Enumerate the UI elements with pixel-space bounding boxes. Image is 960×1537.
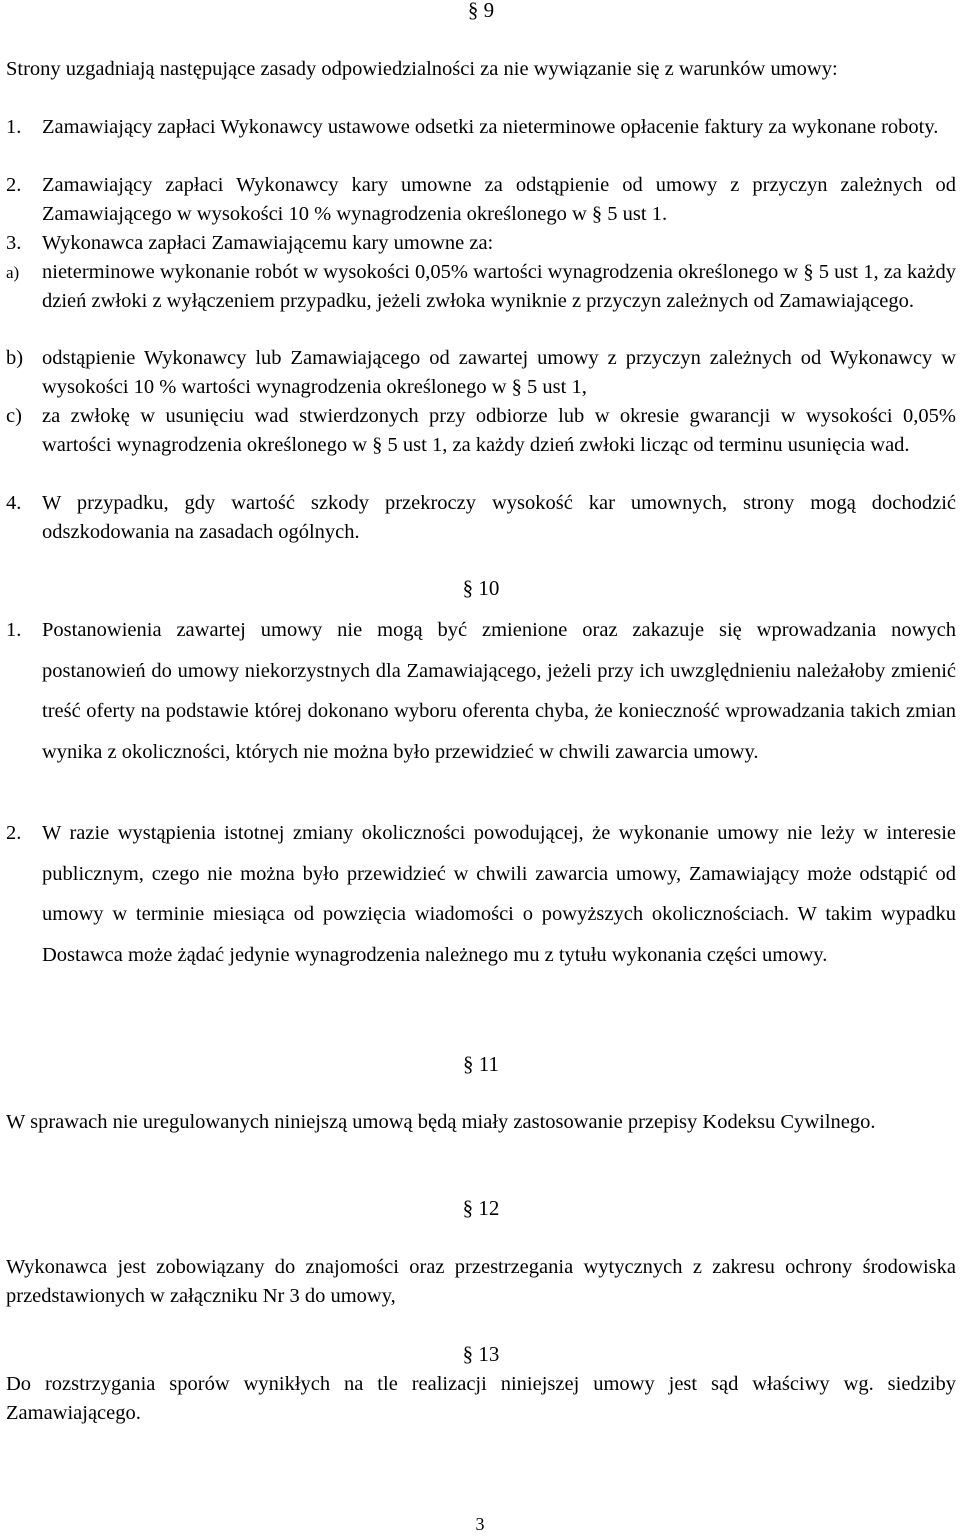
section-9-intro: Strony uzgadniają następujące zasady odpowiedzialności za nie wywiązanie się z warunków umowy: (6, 58, 838, 80)
item-number: 2. (6, 174, 22, 196)
section-13-heading: § 13 (462, 1342, 500, 1366)
item-text: Postanowienia zawartej umowy nie mogą być zmienione oraz zakazuje się wprowadzania nowych postanowień do umowy niekorzystnych dla Zamawiającego, jeżeli przy ich uwzględnieniu należałoby zmienić treść oferty na podstawie której dokonano wyboru oferenta chyba, że konieczność wprowadzania takich zmian wynika z okoliczności, których nie można było przewidzieć w chwili zawarcia umowy. (42, 619, 956, 763)
item-number: 2. (6, 822, 22, 844)
section-11-text: W sprawach nie uregulowanych niniejszą umową będą miały zastosowanie przepisy Kodeksu Cywilnego. (6, 1111, 876, 1133)
item-letter: b) (6, 347, 24, 369)
section-10-item-1 (6, 610, 956, 772)
item-number: 1. (6, 619, 22, 641)
section-9-subitem-b (6, 344, 956, 402)
section-11-heading: § 11 (463, 1052, 499, 1076)
item-text: odstąpienie Wykonawcy lub Zamawiającego od zawartej umowy z przyczyn zależnych od Wykonawcy w wysokości 10 % wartości wynagrodzenia określonego w § 5 ust 1, (42, 347, 956, 398)
section-13-text: Do rozstrzygania sporów wynikłych na tle realizacji niniejszej umowy jest sąd właściwy wg. siedziby Zamawiającego. (6, 1373, 956, 1424)
item-letter: a) (6, 263, 20, 282)
section-9-subitem-c (6, 402, 956, 460)
item-text: nieterminowe wykonanie robót w wysokości 0,05% wartości wynagrodzenia określonego w § 5 ust 1, za każdy dzień zwłoki z wyłączeniem przypadku, jeżeli zwłoka wyniknie z przyczyn zależnych od Zamawiającego. (42, 261, 956, 312)
section-9-subitem-a (6, 258, 956, 316)
item-number: 1. (6, 116, 22, 138)
item-text: W przypadku, gdy wartość szkody przekroczy wysokość kar umownych, strony mogą dochodzić odszkodowania na zasadach ogólnych. (42, 492, 956, 543)
item-text: W razie wystąpienia istotnej zmiany okoliczności powodującej, że wykonanie umowy nie leży w interesie publicznym, czego nie można było przewidzieć w chwili zawarcia umowy, Zamawiający może odstąpić od umowy w terminie miesiąca od powzięcia wiadomości o powyższych okolicznościach. W takim wypadku Dostawca może żądać jedynie wynagrodzenia należnego mu z tytułu wykonania części umowy. (42, 822, 956, 966)
section-9-item-1 (6, 113, 956, 142)
section-9-item-4 (6, 489, 956, 547)
item-text: Zamawiający zapłaci Wykonawcy kary umowne za odstąpienie od umowy z przyczyn zależnych od Zamawiającego w wysokości 10 % wynagrodzenia określonego w § 5 ust 1. (42, 174, 956, 225)
section-10-heading: § 10 (462, 576, 500, 600)
item-text: za zwłokę w usunięciu wad stwierdzonych przy odbiorze lub w okresie gwarancji w wysokości 0,05% wartości wynagrodzenia określonego w § 5 ust 1, za każdy dzień zwłoki licząc od terminu usunięcia wad. (42, 405, 956, 456)
item-number: 3. (6, 232, 22, 254)
section-9-item-2 (6, 171, 956, 229)
page-number: 3 (475, 1514, 485, 1534)
item-letter: c) (6, 405, 22, 427)
item-number: 4. (6, 492, 22, 514)
item-text: Wykonawca zapłaci Zamawiającemu kary umowne za: (42, 232, 494, 254)
section-9-heading: § 9 (467, 0, 495, 22)
section-12-heading: § 12 (462, 1196, 500, 1220)
section-12-text: Wykonawca jest zobowiązany do znajomości oraz przestrzegania wytycznych z zakresu ochrony środowiska przedstawionych w załączniku Nr 3 do umowy, (6, 1256, 956, 1307)
section-10-item-2 (6, 813, 956, 975)
section-9-item-3 (6, 229, 956, 258)
item-text: Zamawiający zapłaci Wykonawcy ustawowe odsetki za nieterminowe opłacenie faktury za wykonane roboty. (42, 116, 939, 138)
